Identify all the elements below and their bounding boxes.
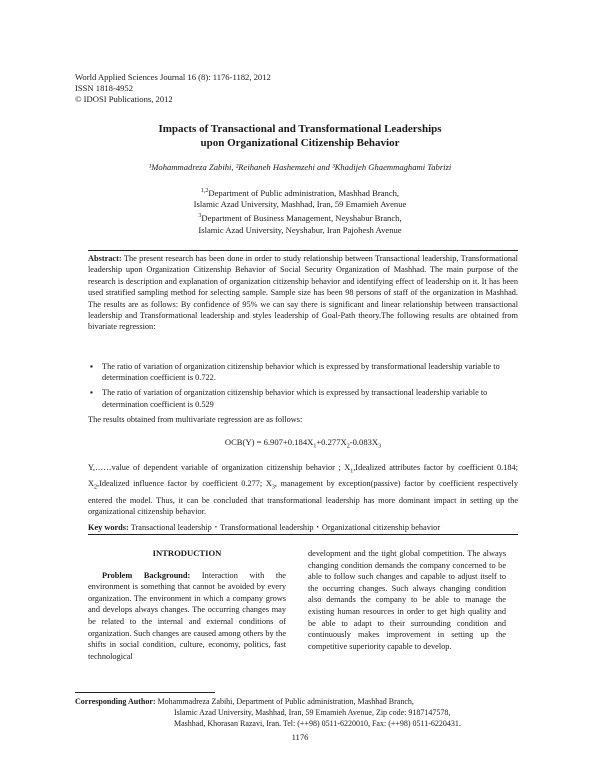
introduction-heading: INTRODUCTION xyxy=(152,548,222,558)
var-x2-sub: 2 xyxy=(94,484,97,491)
multivariate-intro: The results obtained from multivariate regression are as follows: xyxy=(88,414,303,424)
corresponding-line-2: Islamic Azad University, Mashhad, Iran, 59 Emamieh Avenue, Zip code: 9187147578, xyxy=(174,708,451,717)
title-line-1: Impacts of Transactional and Transformational Leaderships xyxy=(158,123,442,135)
problem-background-label: Problem Background: xyxy=(102,570,191,580)
intro-paragraph xyxy=(88,570,286,663)
intro-right-text: development and the tight global competition. The always changing condition demands the company concerned to be able to follow such changes and capable to adjust itself to the occurring changes. Such always changing condition also demands the company to be able to manage the existing human resources in order to get high quality and be able to adapt to their surrounding condition and continuously makes improvement in setting up the competitive superiority capable to develop. xyxy=(308,549,506,651)
var-x1-sub: 1 xyxy=(350,468,354,475)
corresponding-label: Corresponding Author: xyxy=(75,697,156,706)
var-x2-def: ,Idealized influence factor by coefficient 0.277; X xyxy=(97,479,272,489)
bullet-text-1: The ratio of variation of organization citizenship behavior which is expressed by transformational leadership variable to determination coefficient is 0.722. xyxy=(102,362,500,383)
eq-sub-2: 2 xyxy=(346,443,350,450)
keywords xyxy=(88,521,518,533)
page-number: 1176 xyxy=(291,732,309,742)
footnote-rule xyxy=(75,692,215,693)
journal-header xyxy=(75,72,271,105)
affiliation-1-line-2: Islamic Azad University, Mashhad, Iran, 59 Emamieh Avenue xyxy=(193,199,407,210)
eq-part-3: -0.083X xyxy=(349,437,379,447)
affiliation-3-line-1 xyxy=(60,211,540,224)
regression-bullets xyxy=(88,361,518,425)
variable-definitions xyxy=(88,462,518,518)
keywords-text: Transactional leadership・Transformational leadership・Organizational citizenship behavior xyxy=(130,523,441,532)
list-item xyxy=(88,361,518,383)
intro-left-text: Interaction with the environment is something that cannot be avoided by every organization. The environment in which a company grows and develops always changes. The occurring changes may be related to the internal and external conditions of organization. Such changes are caused among others by the shifts in social condition, culture, economy, politics, fast technological xyxy=(88,570,286,661)
var-x3-sub: 3 xyxy=(271,484,275,491)
var-y-def: Y,……value of dependent variable of organization citizenship behavior ; X xyxy=(88,463,351,472)
affiliation-3-text: Department of Business Management, Neyshabur Branch, xyxy=(201,212,402,223)
abstract xyxy=(88,253,518,333)
title-line-2: upon Organizational Citizenship Behavior xyxy=(200,137,400,149)
affiliation-1-text: Department of Public administration, Mashhad Branch, xyxy=(208,187,400,198)
bullet-icon: ▪ xyxy=(90,362,93,371)
eq-part-2: +0.277X xyxy=(316,437,347,447)
corresponding-text-1: Mohammadreza Zabihi, Department of Public administration, Mashhad Branch, xyxy=(157,697,414,706)
affiliation-3-line-2: Islamic Azad University, Neyshabur, Iran Pajohesh Avenue xyxy=(198,224,402,235)
author-list: ¹Mohammadreza Zabihi, ²Reihaneh Hashemzehi and ³Khadijeh Ghaemmaghami Tabrizi xyxy=(148,162,452,172)
journal-citation: World Applied Sciences Journal 16 (8): 1176-1182, 2012 xyxy=(75,72,271,82)
corresponding-author xyxy=(75,696,535,729)
affiliations xyxy=(60,186,540,236)
abstract-text: The present research has been done in order to study relationship between Transactional leadership, Transformational leadership upon Organization Citizenship Behavior of Social Security Organization of Mashhad. The main purpose of the research is description and explanation of organization citizenship behavior and identifying effect of leadership on it. It has been used stratified sampling method for selecting sample. Sample size has been 98 persons of staff of the organization in Mashhad. The results are as follows: By confidence of 95% we can say there is significant and linear relationship between transactional leadership and Transformational leadership and styles leadership of Goal-Path theory.The following results are obtained from bivariate regression: xyxy=(88,254,518,332)
abstract-top-rule xyxy=(88,250,518,251)
affiliation-1-marker: 1,2 xyxy=(200,188,209,194)
affiliation-3-marker: 3 xyxy=(198,213,202,220)
journal-copyright: © IDOSI Publications, 2012 xyxy=(75,94,173,104)
abstract-label: Abstract: xyxy=(88,254,122,263)
list-item xyxy=(88,387,518,409)
corresponding-line-3: Mashhad, Khorasan Razavi, Iran. Tel: (++98) 0511-6220010, Fax: (++98) 0511-6220431. xyxy=(174,719,461,728)
var-x1-def: ,Idealized attributes factor by coefficient 0.184; X xyxy=(88,463,518,489)
eq-part-1: OCB(Y) = 6.907+0.184X xyxy=(224,437,314,447)
bullet-icon: ▪ xyxy=(90,388,93,398)
eq-sub-1: 1 xyxy=(313,443,317,450)
keywords-rule xyxy=(88,534,518,535)
bullet-text-2: The ratio of variation of organization citizenship behavior which is expressed by transactional leadership variable to determination coefficient is 0.529 xyxy=(102,388,488,409)
affiliation-1-line-1 xyxy=(60,186,540,199)
intro-right-column xyxy=(308,548,506,652)
regression-equation xyxy=(88,437,518,450)
var-x3-def: , management by exception(passive) factor by coefficient respectively entered the model. Thus, it can be concluded that transformational leadership has more dominant impact in setting up the organizational citizenship behavior. xyxy=(88,479,518,517)
corresponding-line-1 xyxy=(75,696,535,707)
eq-sub-3: 3 xyxy=(378,443,382,450)
paper-title xyxy=(60,122,540,150)
intro-left-column xyxy=(88,548,286,662)
keywords-label: Key words: xyxy=(88,523,129,532)
journal-issn: ISSN 1818-4952 xyxy=(75,83,134,93)
